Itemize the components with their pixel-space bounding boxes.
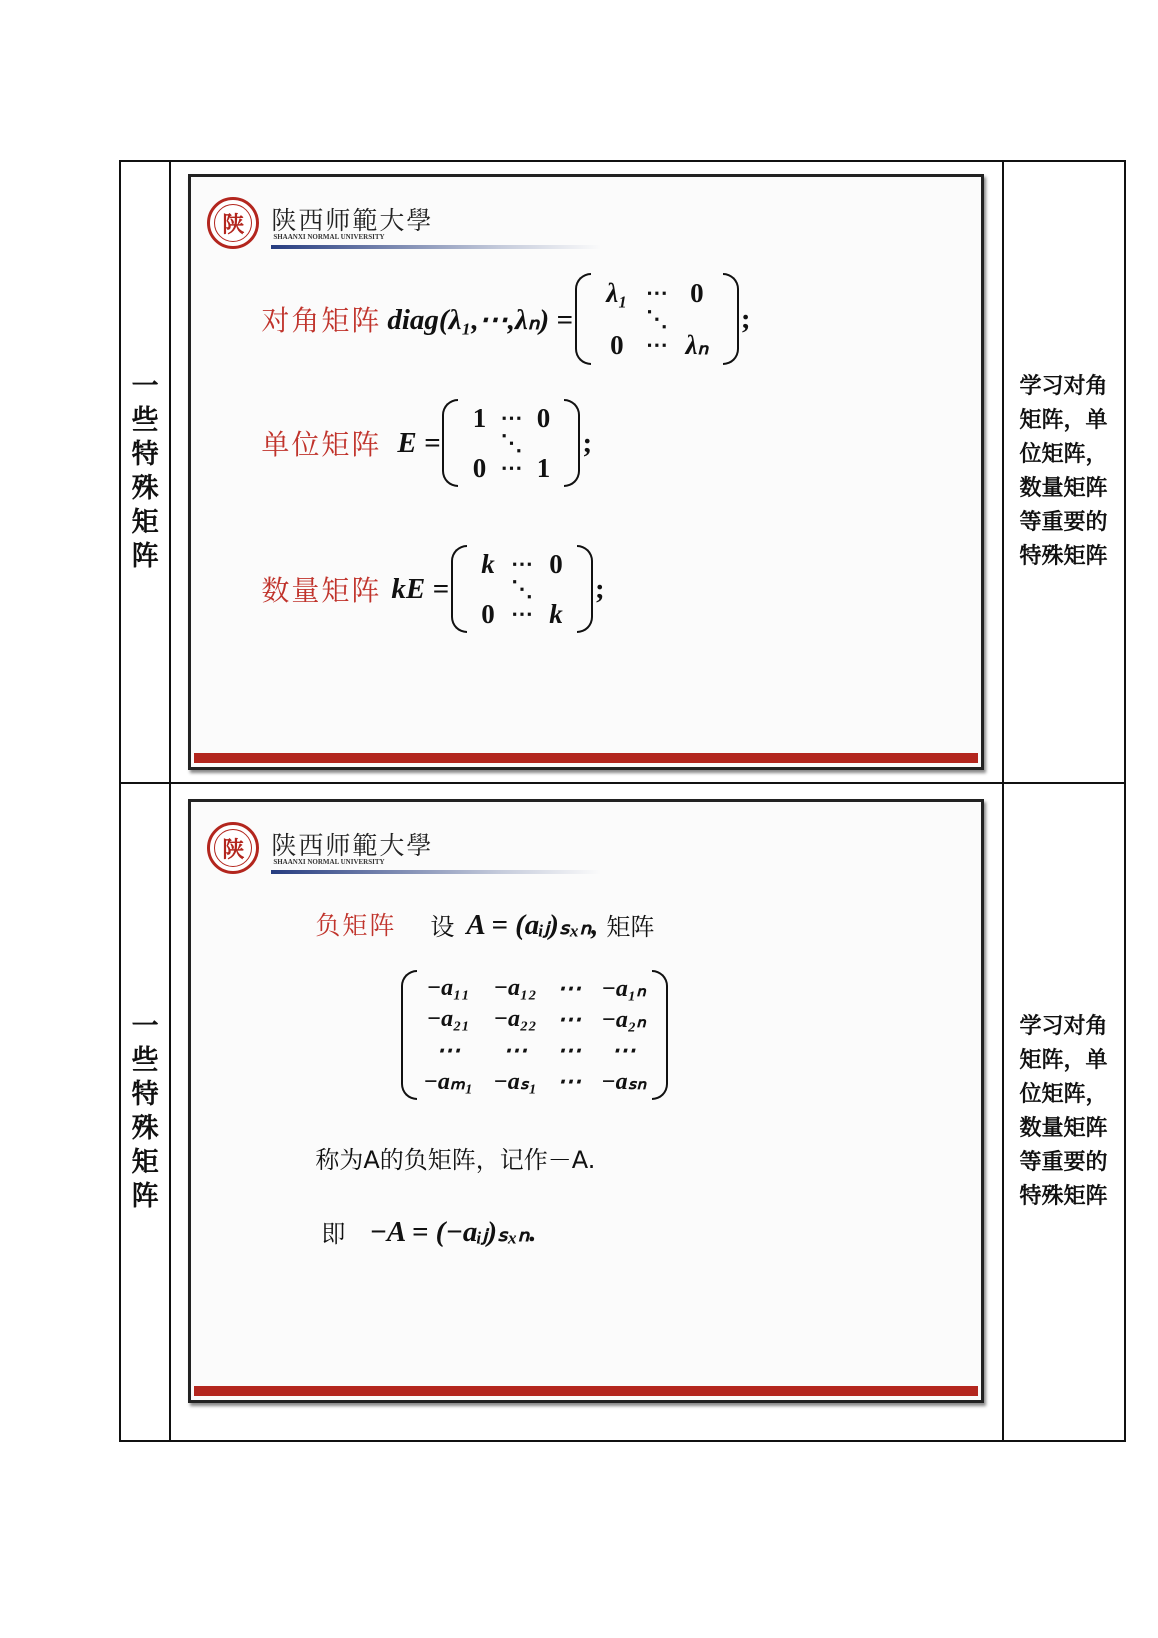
diag-matrix-formula: 对角矩阵 diag(λ₁,⋯,λₙ) = λ₁ ⋯ 0 ⋱ 0 ⋯ λₙ ; xyxy=(261,273,750,365)
university-name-cn: 陕西师範大學 xyxy=(271,206,434,235)
diag-matrix: λ₁ ⋯ 0 ⋱ 0 ⋯ λₙ xyxy=(575,273,739,365)
university-seal-icon: 陕 xyxy=(207,822,259,874)
section-title-cell xyxy=(120,783,170,1441)
identity-matrix-formula: 单位矩阵 E = 1 ⋯ 0 ⋱ 0 ⋯ 1 ; xyxy=(261,399,592,487)
matrix-cell: ⋯ xyxy=(503,1038,528,1064)
matrix-cell: −a₂₁ xyxy=(426,1006,470,1032)
learning-note: 学习对角 矩阵，单 位矩阵， 数量矩阵 等重要的 特殊矩阵 xyxy=(1019,1014,1108,1209)
university-name-en: SHAANXI NORMAL UNIVERSITY xyxy=(273,233,385,241)
diag-expression: diag(λ₁,⋯,λₙ) = xyxy=(387,303,573,336)
matrix-cell: −aₛₙ xyxy=(601,1069,647,1095)
note-cell xyxy=(1003,161,1126,783)
matrix-cell: ⋯ xyxy=(557,1007,582,1033)
university-name-en: SHAANXI NORMAL UNIVERSITY xyxy=(273,858,385,866)
section-title: 一 些 特 殊 矩 阵 xyxy=(131,1011,159,1212)
slide-image xyxy=(188,799,984,1403)
scalar-matrix: k ⋯ 0 ⋱ 0 ⋯ k xyxy=(451,545,593,633)
scalar-matrix-formula: 数量矩阵 kE = k ⋯ 0 ⋱ 0 ⋯ k ; xyxy=(261,545,604,633)
table-row xyxy=(120,161,1125,783)
lesson-table xyxy=(119,160,1126,1442)
matrix-cell: −a₁₁ xyxy=(426,975,470,1001)
slide-cell xyxy=(170,783,1002,1441)
slide-cell xyxy=(170,161,1002,783)
slide-image xyxy=(188,174,984,770)
logo-underline xyxy=(271,245,601,249)
note-cell xyxy=(1003,783,1126,1441)
slide-footer-bar xyxy=(194,1386,978,1396)
diag-label: 对角矩阵 xyxy=(261,304,382,337)
negative-equation: 即 −A = (−aᵢⱼ)ₛₓₙ. xyxy=(321,1216,537,1248)
section-title-cell xyxy=(120,161,170,783)
section-title: 一 些 特 殊 矩 阵 xyxy=(131,371,159,572)
matrix-cell: −a₁ₙ xyxy=(601,976,646,1002)
university-name-cn: 陕西师範大學 xyxy=(271,831,434,860)
matrix-cell: −aₘ₁ xyxy=(423,1069,474,1095)
logo-underline xyxy=(271,870,601,874)
matrix-cell: −a₂ₙ xyxy=(601,1007,646,1033)
matrix-cell: −a₂₂ xyxy=(493,1006,537,1032)
matrix-cell: ⋯ xyxy=(557,1069,582,1095)
called-negative-text: 称为A的负矩阵，记作－A. xyxy=(315,1146,596,1174)
matrix-cell: ⋯ xyxy=(436,1038,461,1064)
matrix-cell: −aₛ₁ xyxy=(493,1069,538,1095)
matrix-cell: ⋯ xyxy=(611,1038,636,1064)
table-row xyxy=(120,783,1125,1441)
negative-matrix xyxy=(399,970,670,1100)
scalar-label: 数量矩阵 xyxy=(261,574,382,607)
identity-label: 单位矩阵 xyxy=(261,428,382,461)
matrix-cell: ⋯ xyxy=(557,1038,582,1064)
slide-footer-bar xyxy=(194,753,978,763)
identity-matrix: 1 ⋯ 0 ⋱ 0 ⋯ 1 xyxy=(442,399,580,487)
learning-note: 学习对角 矩阵，单 位矩阵， 数量矩阵 等重要的 特殊矩阵 xyxy=(1019,374,1108,569)
matrix-cell: ⋯ xyxy=(557,976,582,1002)
neg-matrix-definition: 负矩阵 设 A = (aᵢⱼ)ₛₓₙ, 矩阵 xyxy=(315,908,655,941)
university-seal-icon: 陕 xyxy=(207,197,259,249)
matrix-cell: −a₁₂ xyxy=(493,975,537,1001)
